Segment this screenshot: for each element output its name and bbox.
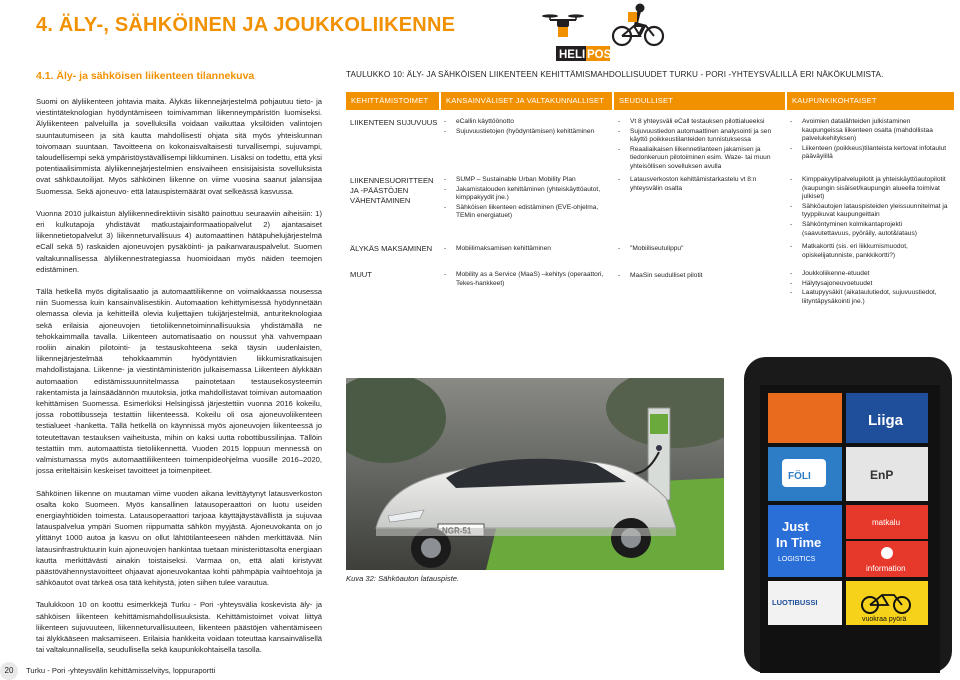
bike-label: vuokraa pyörä [862,616,907,623]
table-header-cell: KAUPUNKIKOHTAISET [787,92,954,110]
list-item: - SUMP – Sustainable Urban Mobility Plan [444,176,610,185]
list-item: - Sujuvuustietojen (hyödyntämisen) kehittäminen [444,128,610,137]
drone-icon [542,14,584,37]
table-cell-national [444,176,610,222]
table-cell-city [790,176,952,239]
section-title: 4.1. Äly- ja sähköisen liikenteen tilannekuva [36,70,255,82]
list-item: - Latausverkoston kehittämistarkastelu vt 8:n yhteysvälin osalta [618,176,778,193]
table-cell-national [444,271,610,289]
car-label: EnP [870,468,894,482]
list-item: - Jakamistalouden kehittäminen (yhteiskäyttöautot, kimppakyydit jne.) [444,186,610,203]
paragraph: Sähköinen liikenne on muutaman viime vuoden aikana levittäytynyt latausverkoston osalta koko Suomeen. Myös kansallinen latausoperaattori on luotu useiden energiayhtiöiden toimesta. Latausoperaattori tarjoaa käyttäjäystävällistä ja sujuvaa latauspalvelua ympäri Suomen riippumatta sähkön myyjästä. Ajoneuvokanta on jo ylittänyt 1000 autoa ja kasvu on ollut lähtötilanteeseen nähden merkittävää. Niin latausinfrastruktuurin kuin ajoneuvojen hankintaa tuetaan ministeriötasolta energiaan kautta merkittävästi ainakin toistaiseksi. Varmaa on, että alati kiristyvät päästövähennystavoitteet ohjaavat ajoneuvokantaa kohti pähmpäpia vaihtoehtoja ja sähköautot ovat tärkeä osa tätä kehitystä, joten siihen tulee varautua. [36,488,322,588]
list-item: - Vt 8 yhteysväli eCall testauksen pilottialueeksi [618,118,778,127]
ev-charging-photo [346,378,724,570]
table-caption: TAULUKKO 10: ÄLY- JA SÄHKÖISEN LIIKENTEEN KEHITTÄMISMAHDOLLISUUDET TURKU - PORI -YHTEYSVÄLILLÄ ERI NÄKÖKULMISTA. [346,70,884,79]
list-item: - Joukkoliikenne-etuudet [790,270,952,279]
luotibussi-label: LUOTIBUSSI [772,598,818,607]
table-cell-regional [618,245,778,255]
list-item: - Kimppakyytipalvelupilotit ja yhteiskäyttöautopilotit (kaupungin sisäiset/kaupungin alueella toimivat julkiset) [790,176,952,202]
info-label: information [866,564,906,573]
cyclist-icon [613,4,663,46]
paragraph: Suomi on älyliikenteen johtavia maita. Älykäs liikennejärjestelmä pohjautuu tieto- ja viestintäteknologian hyödyntämiseen toimivamman liikenneympäristön luomiseksi. Älyliikenteen palveluilla ja sovelluksilla voidaan vaikuttaa yksilöiden valintojen suuntautumiseen ja sitä kautta mahdollisesti ohjata sitä myös yhteiskunnan toivomaan suuntaan. Tavoitteena on kokonaisvaltaisesti turvallisempi, sujuvampi, taloudellisempi sekä ympäristöystävällisempi liikkuminen. Lisäksi on todettu, että yksi potentiaalisimmista älyliikennejärjestelmien ensivaiheen ensisijaisista sovelluksista ovat sähköautoilijat. Myös sähköinen liikenne on viime vuosina saanut jalansijaa Suomessa. Sekä ajoneuvo- että latauspistemäärät ovat selkeässä kasvussa. [36,97,322,196]
photo-caption: Kuva 32: Sähköauton latauspiste. [346,574,460,583]
list-item: - Sähköntyminen kolmikantaprojekti (saavutettavuus, pyöräily, autot&lataus) [790,221,952,238]
table-cell-city [790,243,952,261]
page-title: 4. ÄLY-, SÄHKÖINEN JA JOUKKOLIIKENNE [36,14,456,36]
footer-text: Turku - Pori -yhteysvälin kehittämisselvitys, loppuraportti [26,666,216,675]
table-header-cell: KEHITTÄMISTOIMET [346,92,439,110]
list-item: - Sujuvuustiedon automaattinen analysointi ja sen käyttö poikkeustilanteiden tunnistuksessa [618,128,778,145]
table-cell-national [444,245,610,255]
list-item: - Hälytysajoneuvoetuudet [790,280,952,289]
table-row-label: ÄLYKÄS MAKSAMINEN [350,244,433,253]
list-item: - Reaaliaikaisen liikennetilanteen jakamisen ja tiedonkeruun pilotoiminen esim. Waze- tai muun yhteisöllisen sovelluksen avulla [618,146,778,172]
table-cell-regional [618,272,778,282]
paragraph: Taulukkoon 10 on koottu esimerkkejä Turku - Pori -yhteysvälia koskevista äly- ja sähköisen liikenteen kehittämismahdollisuuksista. Kehittämistoimet voivat liittyä liikenteen sujuvuuteen, liikenneturvallisuuteen, liikenteen päästöjen vähentämiseen tai älykkääseen maksamiseen. Erilaisia hankkeita voidaan toteuttaa kansainvälisellä tai valtakunnallisella, seudullisella sekä kaupunkikohtaisella tasolla. [36,600,322,655]
paragraph: Vuonna 2010 julkaistun älyliikennedirektiivin sisältö painottuu seuraaviin aiheisiin: 1) eri kulkutapoja yhdistävät matkustajainformaatiopalvelut 2) ajantasaiset liikennetietopalvelut 3) liikenneturvallisuus 4) automaattinen hätäpuhelujärjestelmä eCall sekä 5) raskaiden ajoneuvojen pysäköinti- ja paikanvarauspalvelut. Suomen valtakunnallisessa älyliikennestrategiassa huomioidaan myös näiden teemojen edistäminen. [36,208,322,274]
list-item: - eCallin käyttöönotto [444,118,610,127]
table-cell-national [444,118,610,137]
smartphone-illustration [742,355,954,673]
list-item: - Matkakortti (sis. eri liikkumismuodot, opiskelijatunniste, pankkikortti?) [790,243,952,260]
table-cell-city [790,118,952,163]
page-number: 20 [0,662,18,680]
table-cell-regional [618,118,778,173]
jit-line-1: Just [782,519,809,534]
table-header-cell: KANSAINVÄLISET JA VALTAKUNNALLISET [441,92,612,110]
list-item: - Mobiilimaksamisen kehittäminen [444,245,610,254]
list-item: - Mobility as a Service (MaaS) –kehitys (operaattori, Tekes-hankkeet) [444,271,610,288]
list-item: - MaaSin seudulliset pilotit [618,272,778,281]
body-text-column [36,96,322,666]
liiga-label: Liiga [868,412,904,429]
list-item: - "Mobiiliseutulippu" [618,245,778,254]
list-item: - Sähköisen liikenteen edistäminen (EVE-ohjelma, TEMin energiatuet) [444,204,610,221]
list-item: - Avoimien datalähteiden julkistaminen kaupungeissa liikenteen osalta (mahdollistaa palvelukehityksen) [790,118,952,144]
jit-line-3: LOGISTICS [778,556,816,563]
jit-line-2: In Time [776,535,822,550]
table-row-label: LIIKENNESUORITTEEN JA -PÄÄSTÖJEN VÄHENTÄMINEN [350,176,434,205]
table-row-label: MUUT [350,270,372,279]
heliposti-logo [536,0,676,64]
logo-text-heli: HELI [559,49,586,61]
paragraph: Tällä hetkellä myös digitalisaatio ja automaattiliikenne on voimakkaassa nousessa niin Suomessa kuin kansainvälisestikin. Automaation kehittymisessä hyödynnetään olemassa olevia ja kehitteillä olevia kuljettajien tukijärjestelmiä, anturiteknologiaa sekä erilaisia ajoneuvojen tietoliikennetoiminnallisuuksia yhdistämällä ne tehokkaimmalla tavalla. Liikenteen automatisaatio on noussut yhä vahvempaan rooliin ainakin pilotointi- ja testauskohteena sekä täysin uudenlaisten, liikennejärjestelmää tehokkaammin hyödyntävien liikkumisratkaisujen mahdollistajana. Liikenne- ja viestintäministeriön julkaisemassa Liikenteen älykkään automaation edistämissuunnitelmassa painotetaan testausekosysteemin rakentamista ja lainsäädännön muutoksia, jotka mahdollistavat toimivan automaation kehittämisen Suomessa. Esimerkiksi Helsingissä järjestettiin vuonna 2016 kokeilu, jossa robottibusseja testattiin liikenteessä. Kokeilu oli osa ajoneuvoliikenteen testialueet -hanketta. Tällä hetkellä on käynnissä myös ajoneuvojen liikenteessä jo toteutettavan testauksen vaiheitusta, mihin on kaksi uutta robottibussilinjaa. Tällöin testattiin mm. automaattista tietoliikennettä. Vuoden 2015 loppuun mennessä on valmistumassa myös automaattiliikenteen toimenpideohjelma vuosille 2016–2020, jossa eriteltäisiin keskeiset tavoitteet ja toimenpiteet. [36,287,322,476]
table-header-cell: SEUDULLISET [614,92,785,110]
bus-label: FÖLI [788,471,811,482]
tile-pizza [768,393,842,443]
list-item: - Liikenteen (poikkeus)tilanteista kertovat infotaulut pääväylillä [790,145,952,162]
matkalu-label: matkalu [872,518,901,527]
table-row-label: LIIKENTEEN SUJUVUUS [350,118,438,127]
list-item: - Laatupyysäkit (aikataulutiedot, sujuvuustiedot, liityntäpysäkointi jne.) [790,289,952,306]
logo-text-posti: POSTI [587,49,622,61]
table-cell-city [790,270,952,307]
list-item: - Sähköautojen latauspisteiden yleissuunnitelmat ja tyyppikuvat kaupungeittain [790,203,952,220]
table-cell-regional [618,176,778,194]
